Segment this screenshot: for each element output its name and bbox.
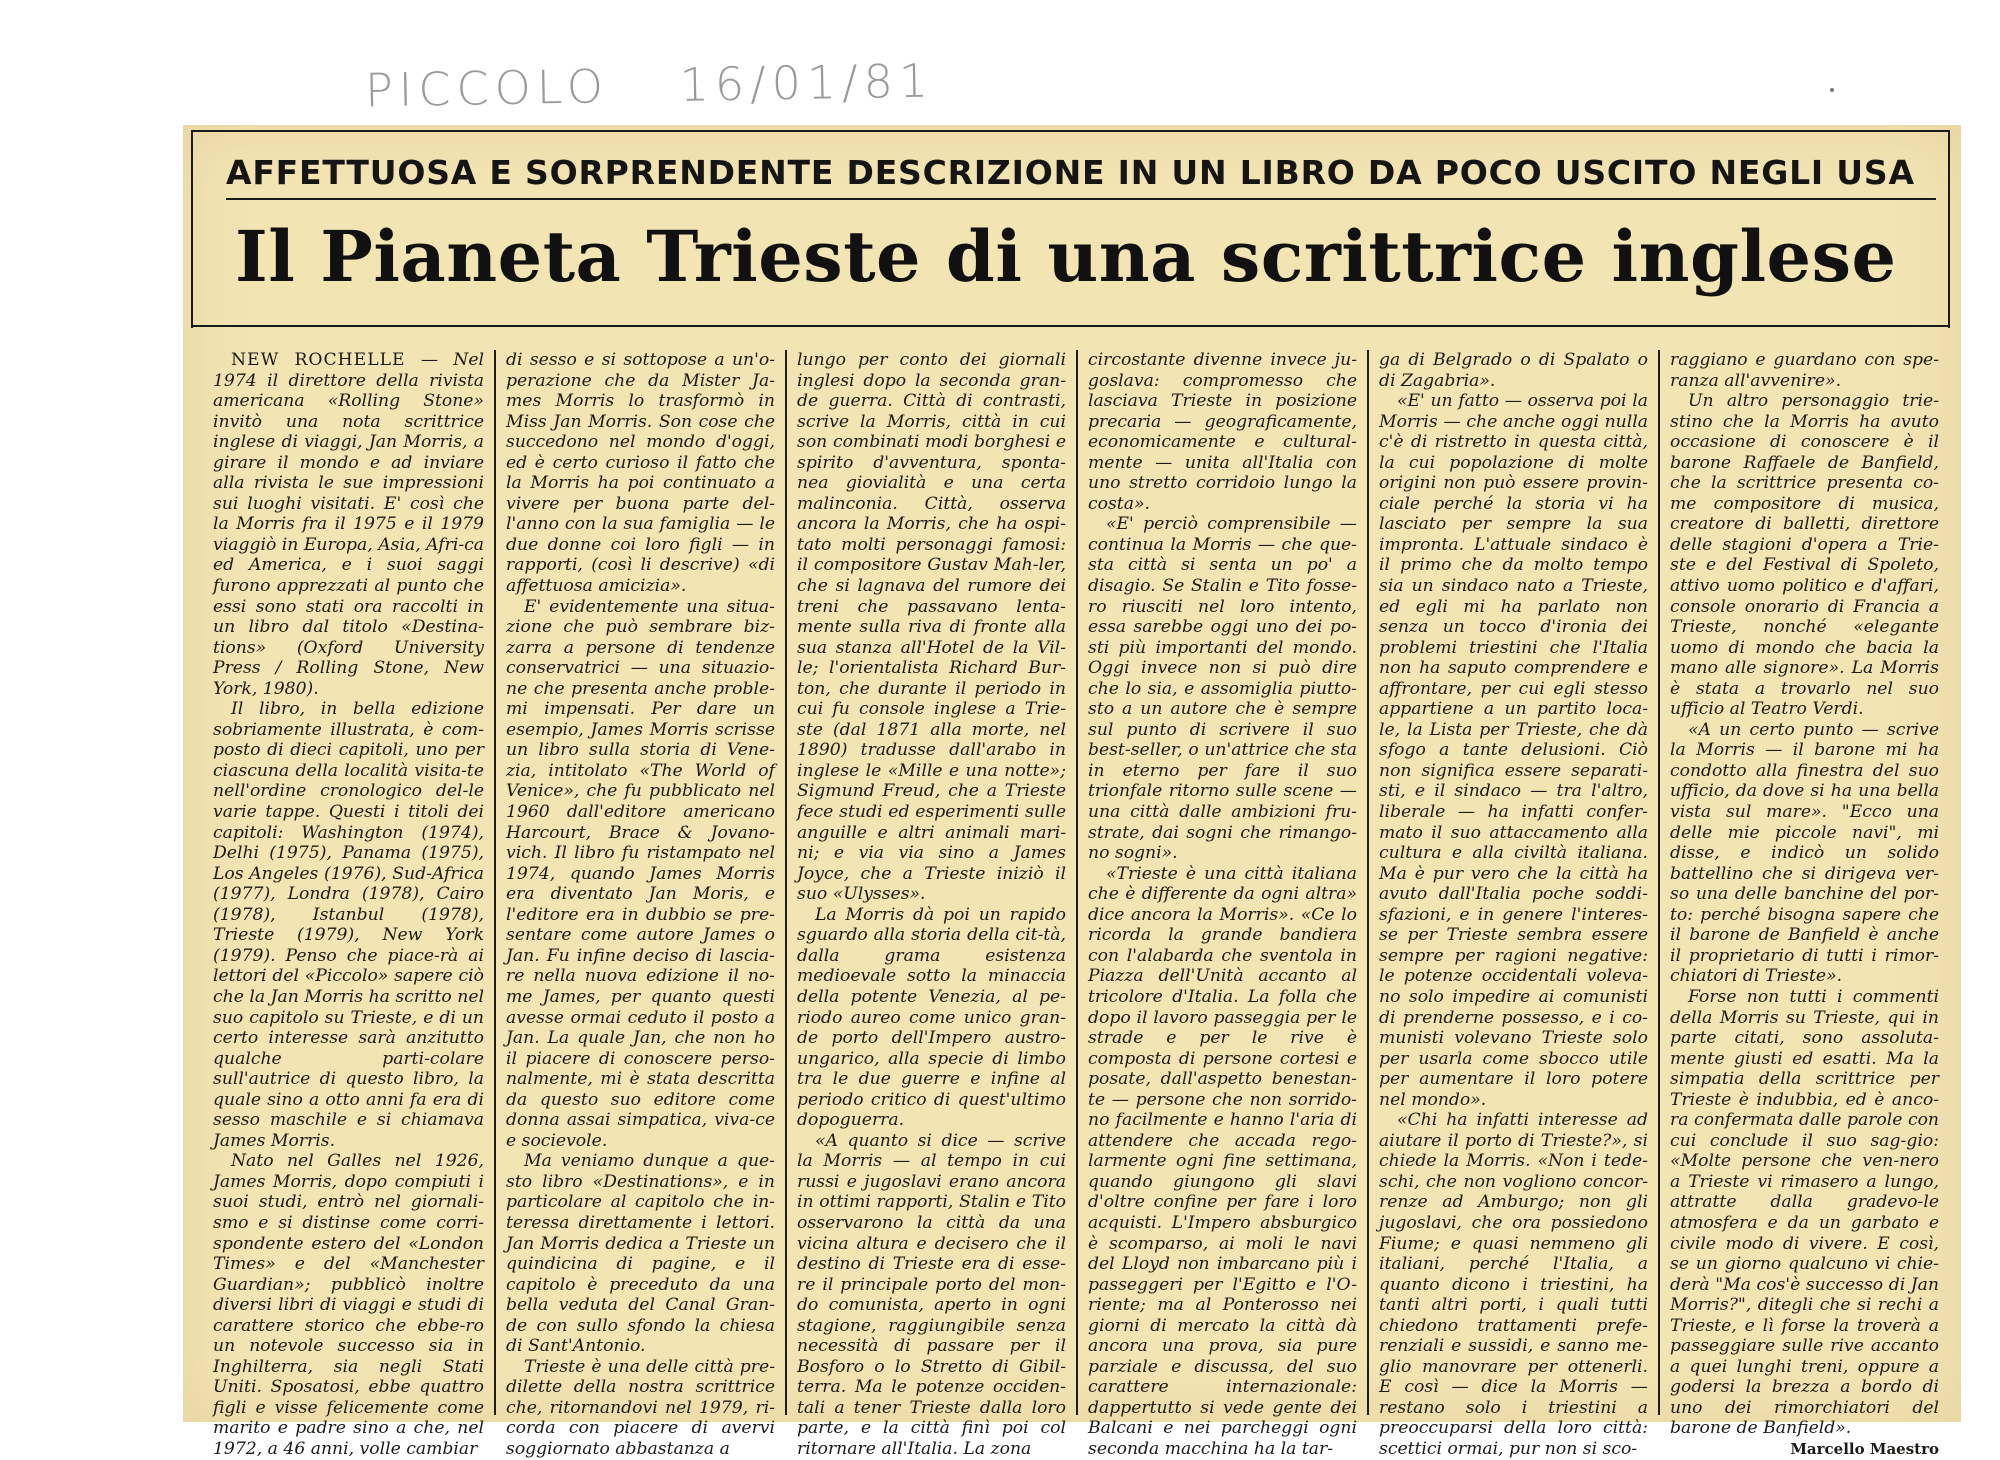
- headline-box-right-rule: [1948, 130, 1950, 327]
- paragraph: Trieste è una delle città pre-dilette della nostra scrittrice che, ritornandovi nel 1979, ri-corda con piacere di avervi soggiornato abbastanza a: [506, 1356, 775, 1459]
- headline-bottom-rule: [191, 325, 1950, 327]
- byline: Marcello Maestro: [1790, 1439, 1939, 1458]
- paragraph: di sesso e si sottopose a un'o-perazione che da Mister Ja-mes Morris lo trasformò in Miss Jan Morris. Son cose che succedono nel mondo d'oggi, ed è certo curioso il fatto che la Morris ha poi continuato a vivere per buona parte del-l'anno con la sua famiglia — le due donne coi loro figli — in rapporti, (così li descrive) «di affettuosa amicizia».: [506, 350, 775, 597]
- paragraph: «A un certo punto — scrive la Morris — il barone mi ha condotto alla finestra del suo ufficio, da dove si ha una bella vista sul mare». "Ecco una delle mie piccole navi", mi disse, e indicò un solido battellino che si dirigeva ver-so una delle banchine del por-to: perché bisogna sapere che il barone de Banfield è anche il proprietario di tutti i rimor-chiatori di Trieste».: [1670, 719, 1939, 987]
- paragraph: La Morris dà poi un rapido sguardo alla storia della cit-tà, dalla grama esistenza medioevale sotto la minaccia della potente Venezia, al pe-riodo aureo come unico gran-de porto dell'Impero austro-ungarico, alla specie di limbo tra le due guerre e infine al periodo critico di quest'ultimo dopoguerra.: [797, 904, 1066, 1131]
- paragraph: «E' un fatto — osserva poi la Morris — che anche oggi nulla c'è di ristretto in questa città, la cui popolazione di molte origini non può essere provin-ciale perché la storia vi ha lasciato per sempre la sua impronta. L'attuale sindaco è il primo che da molto tempo sia un sindaco nato a Trieste, ed egli mi ha parlato non senza un tocco d'ironia dei problemi triestini che l'Italia non ha saputo comprendere e affrontare, per cui egli stesso appartiene a un partito loca-le, la Lista per Trieste, che dà sfogo a tante delusioni. Ciò non significa essere separati-sti, e il sindaco — tra l'altro, liberale — ha infatti confer-mato il suo attaccamento alla cultura e alla civiltà italiana. Ma è pur vero che la città ha avuto dall'Italia poche soddi-sfazioni, e in genere l'interes-se per Trieste sembra essere sempre per ragioni negative: le potenze occidentali voleva-no solo impedire ai comunisti di prenderne possesso, e i co-munisti volevano Trieste solo per usarla come sbocco utile per aumentare il loro potere nel mondo».: [1379, 391, 1648, 1110]
- paragraph: E' evidentemente una situa-zione che può sembrare biz-zarra a persone di tendenze conservatrici — una situazio-ne che presenta anche proble-mi impensati. Per dare un esempio, James Morris scrisse un libro sulla storia di Vene-zia, intitolato «The World of Venice», che fu pubblicato nel 1960 dall'editore americano Harcourt, Brace & Jovano-vich. Il libro fu ristampato nel 1974, quando James Morris era diventato Jan Moris, e l'editore era in dubbio se pre-sentare come autore James o Jan. Fu infine deciso di lascia-re nella nuova edizione il no-me James, per quanto questi avesse ormai ceduto il posto a Jan. La quale Jan, che non ho il piacere di conoscere perso-nalmente, mi è stata descritta da questo suo editore come donna assai simpatica, viva-ce e socievole.: [506, 596, 775, 1151]
- paragraph: Un altro personaggio trie-stino che la Morris ha avuto occasione di conoscere è il barone Raffaele de Banfield, che la scrittrice presenta co-me compositore di musica, creatore di balletti, direttore delle stagioni d'opera a Trie-ste e del Festival di Spoleto, attivo uomo politico e d'affari, console onorario di Francia a Trieste, nonché «elegante uomo di mondo che bacia la mano alle signore». La Morris è stata a trovarlo nel suo ufficio al Teatro Verdi.: [1670, 391, 1939, 720]
- kicker-headline: AFFETTUOSA E SORPRENDENTE DESCRIZIONE IN UN LIBRO DA POCO USCITO NEGLI USA: [226, 153, 1915, 192]
- paragraph: NEW ROCHELLE — Nel 1974 il direttore della rivista americana «Rolling Stone» invitò una nota scrittrice inglese di viaggi, Jan Morris, a girare il mondo e ad inviare alla rivista le sue impressioni sui luoghi visitati. E' così che la Morris fra il 1975 e il 1979 viaggiò in Europa, Asia, Afri-ca ed America, e i suoi saggi furono apprezzati al punto che essi sono stati ora raccolti in un libro dal titolo «Destina-tions» (Oxford University Press / Rolling Stone, New York, 1980).: [213, 350, 484, 699]
- article-body: [203, 350, 1951, 1459]
- newspaper-clipping: [183, 125, 1961, 1459]
- stray-mark: [1830, 88, 1834, 92]
- kicker-rule: [226, 198, 1936, 200]
- annotation-date: 16/01/81: [679, 53, 935, 112]
- paragraph: Il libro, in bella edizione sobriamente illustrata, è com-posto di dieci capitoli, uno per ciascuna della località visita-te nell'ordine cronologico del-le varie tappe. Questi i titoli dei capitoli: Washington (1974), Delhi (1975), Panama (1975), Los Angeles (1976), Sud-Africa (1977), Londra (1978), Cairo (1978), Istanbul (1978), Trieste (1979), New York (1979). Penso che piace-rà ai lettori del «Piccolo» sapere ciò che la Jan Morris ha scritto nel suo capitolo su Trieste, e di un certo interesse sarà anzitutto qualche parti-colare sull'autrice di questo libro, la quale sino a otto anni fa era di sesso maschile e si chiamava James Morris.: [213, 699, 484, 1151]
- paragraph: «A quanto si dice — scrive la Morris — al tempo in cui russi e jugoslavi erano ancora in ottimi rapporti, Stalin e Tito osservarono la città da una vicina altura e decisero che il destino di Trieste era di esse-re il principale porto del mon-do comunista, aperto in ogni stagione, raggiungibile senza necessità di passare per il Bosforo o lo Stretto di Gibil-terra. Ma le potenze occiden-tali a tener Trieste dalla loro parte, e la città finì poi col ritornare all'Italia. La zona: [797, 1130, 1066, 1459]
- paragraph: Forse non tutti i commenti della Morris su Trieste, qui in parte citati, sono assoluta-mente giusti ed esatti. Ma la simpatia della scrittrice per Trieste è indubbia, ed è anco-ra confermata dalle parole con cui conclude il suo sag-gio: «Molte persone che ven-nero a Trieste vi rimasero a lungo, attratte dalla gradevo-le atmosfera e da un garbato e civile modo di vivere. E così, se un giorno qualcuno vi chie-derà "Ma cos'è successo di Jan Morris?", ditegli che si rechi a Trieste, e lì forse la troverà a passeggiare sulle rive accanto a quei lunghi treni, oppure a godersi la brezza a bordo di uno dei rimorchiatori del barone de Banfield». Marcello Maestro: [1670, 986, 1939, 1458]
- handwritten-annotation: [365, 53, 985, 118]
- column-1: [203, 350, 494, 1459]
- annotation-source: PICCOLO: [364, 59, 610, 118]
- dateline: NEW ROCHELLE —: [231, 350, 440, 370]
- column-2: [494, 350, 785, 1459]
- paragraph: ga di Belgrado o di Spalato o di Zagabria».: [1379, 350, 1648, 391]
- paragraph: «Trieste è una città italiana che è differente da ogni altra» dice ancora la Morris». «Ce lo ricorda la grande bandiera con l'alabarda che sventola in Piazza dell'Unità accanto al tricolore d'Italia. La folla che dopo il lavoro passeggia per le strade e per le rive è composta di persone cortesi e posate, dall'aspetto benestan-te — persone che non sorrido-no facilmente e hanno l'aria di attendere che accada rego-larmente ogni fine settimana, quando giungono gli slavi d'oltre confine per fare i loro acquisti. L'Impero absburgico è scomparso, ai moli le navi del Lloyd non imbarcano più i passeggeri per l'Egitto e l'O-riente; ma al Ponterosso nei giorni di mercato la città dà ancora una prova, sia pure parziale e discussa, del suo carattere internazionale: dappertutto si vede gente dei Balcani e nei parcheggi ogni seconda macchina ha la tar-: [1088, 863, 1357, 1459]
- paragraph: «E' perciò comprensibile — continua la Morris — che que-sta città si senta un po' a disagio. Se Stalin e Tito fosse-ro riusciti nel loro intento, essa sarebbe oggi uno dei po-sti più importanti del mondo. Oggi invece non si può dire che lo sia, e assomiglia piutto-sto a un autore che è sempre sul punto di scrivere il suo best-seller, o un'attrice che sta in eterno per fare il suo trionfale ritorno sulle scene — una città dalle ambizioni fru-strate, dai sogni che rimango-no sogni».: [1088, 514, 1357, 864]
- column-6: [1658, 350, 1949, 1458]
- column-5: [1367, 350, 1658, 1459]
- column-3: [785, 350, 1076, 1459]
- article-title: Il Pianeta Trieste di una scrittrice inglese: [235, 215, 1897, 298]
- column-4: [1076, 350, 1367, 1459]
- paragraph: raggiano e guardano con spe-ranza all'avvenire».: [1670, 350, 1939, 391]
- paragraph: «Chi ha infatti interesse ad aiutare il porto di Trieste?», si chiede la Morris. «Non i tede-schi, che non vogliono concor-renze ad Amburgo; non gli jugoslavi, che ora possiedono Fiume; e quasi nemmeno gli italiani, perché l'Italia, a quanto dicono i triestini, ha tanti altri porti, i quali tutti chiedono trattamenti prefe-renziali e sussidi, e sanno me-glio manovrare per ottenerli. E così — dice la Morris — restano solo i triestini a preoccuparsi della loro città: scettici ormai, pur non si sco-: [1379, 1110, 1648, 1459]
- paragraph: Nato nel Galles nel 1926, James Morris, dopo compiuti i suoi studi, entrò nel giornali-smo e si distinse come corri-spondente estero del «London Times» e del «Manchester Guardian»; pubblicò inoltre diversi libri di viaggi e studi di carattere storico che ebbe-ro un notevole successo sia in Inghilterra, sia negli Stati Uniti. Sposatosi, ebbe quattro figli e visse felicemente come marito e padre sino a che, nel 1972, a 46 anni, volle cambiar: [213, 1151, 484, 1459]
- paragraph: Ma veniamo dunque a que-sto libro «Destinations», e in particolare al capitolo che in-teressa direttamente i lettori. Jan Morris dedica a Trieste un quindicina di pagine, e il capitolo è preceduto da una bella veduta del Canal Gran-de con sullo sfondo la chiesa di Sant'Antonio.: [506, 1151, 775, 1357]
- paragraph: circostante divenne invece ju-goslava: compromesso che lasciava Trieste in posizione precaria — geograficamente, economicamente e cultural-mente — unita all'Italia con uno stretto corridoio lungo la costa».: [1088, 350, 1357, 514]
- paragraph: lungo per conto dei giornali inglesi dopo la seconda gran-de guerra. Città di contrasti, scrive la Morris, città in cui son combinati modi borghesi e spirito d'avventura, sponta-nea giovialità e una certa malinconia. Città, osserva ancora la Morris, che ha ospi-tato molti personaggi famosi: il compositore Gustav Mah-ler, che si lagnava del rumore dei treni che passavano lenta-mente sulla riva di fronte alla sua stanza all'Hotel de la Vil-le; l'orientalista Richard Bur-ton, che durante il periodo in cui fu console inglese a Trie-ste (dal 1871 alla morte, nel 1890) tradusse dall'arabo in inglese le «Mille e una notte»; Sigmund Freud, che a Trieste fece studi ed esperimenti sulle anguille e altri animali mari-ni; e via via sino a James Joyce, che a Trieste iniziò il suo «Ulysses».: [797, 350, 1066, 905]
